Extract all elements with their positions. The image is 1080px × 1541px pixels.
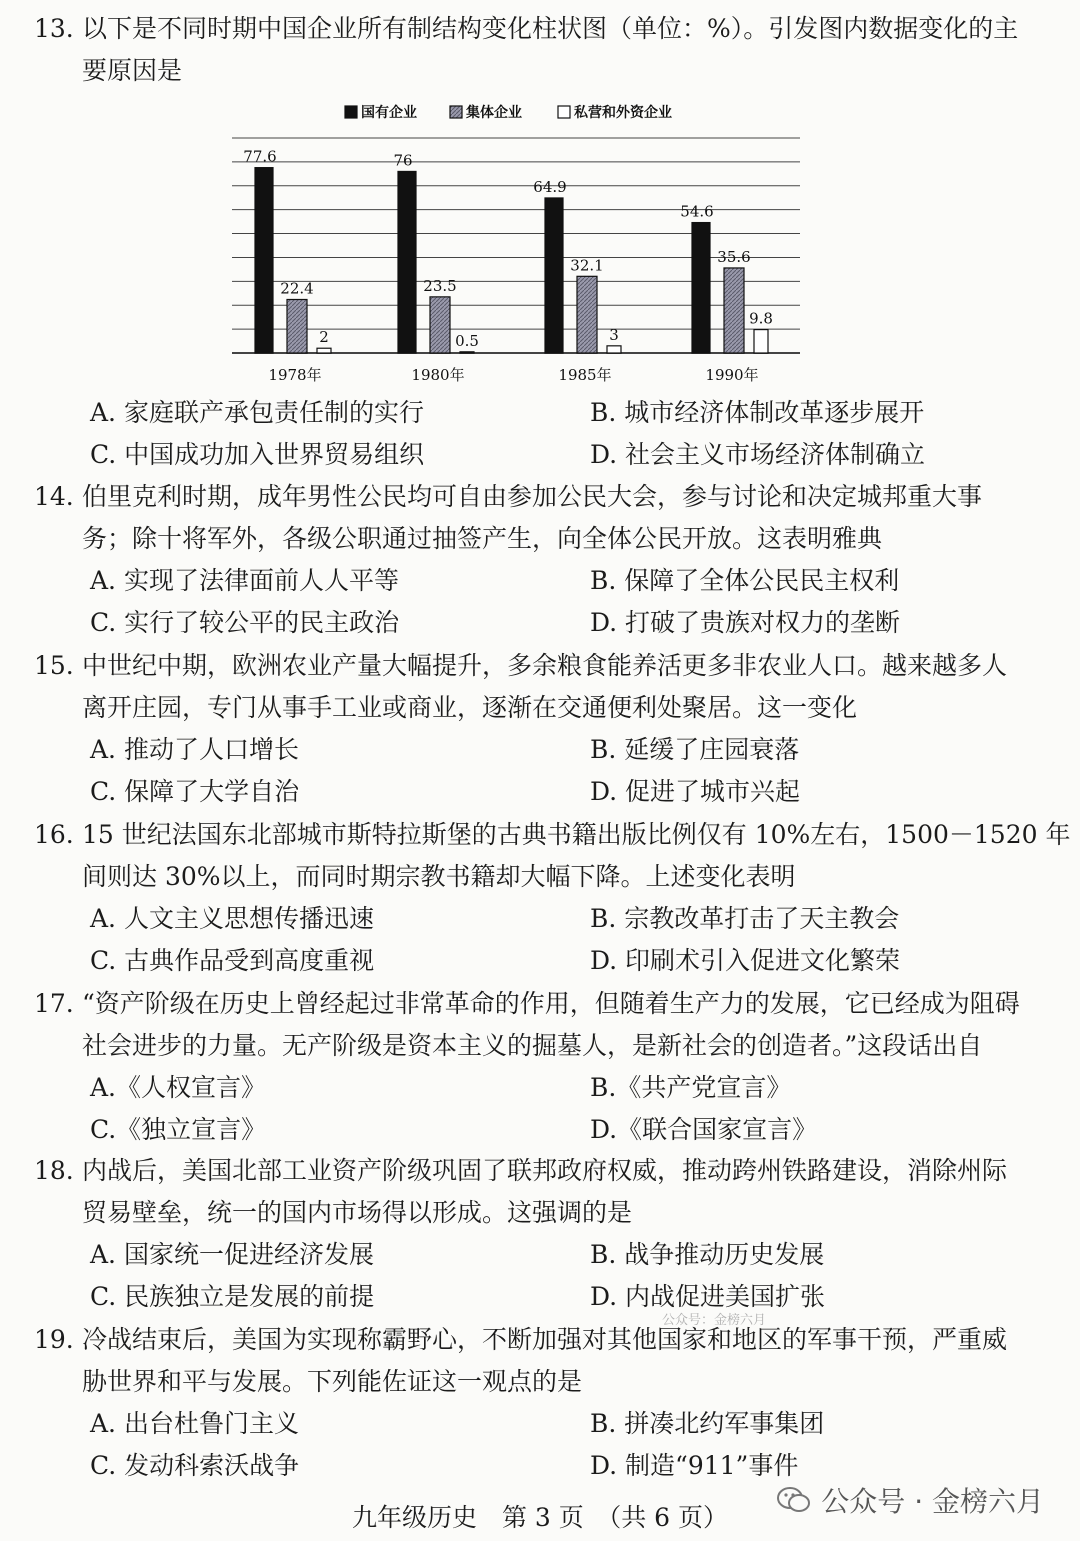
question-stem-cont: 间则达 30%以上，而同时期宗教书籍却大幅下降。上述变化表明 [82, 862, 796, 891]
x-tick-label: 1978年 [268, 366, 322, 384]
question-19 [34, 1319, 1034, 1487]
option-a[interactable]: A. 推动了人口增长 [90, 735, 299, 764]
question-stem: 内战后，美国北部工业资产阶级巩固了联邦政府权威，推动跨州铁路建设，消除州际 [82, 1156, 1008, 1185]
question-16 [34, 814, 1071, 982]
legend-swatch [450, 106, 462, 118]
account-watermark [777, 1480, 1044, 1520]
bar-value-label: 35.6 [717, 247, 751, 266]
question-stem: 中世纪中期，欧洲农业产量大幅提升，多余粮食能养活更多非农业人口。越来越多人 [82, 651, 1008, 680]
option-b[interactable]: B. 战争推动历史发展 [590, 1240, 825, 1269]
bar-value-label: 0.5 [455, 331, 479, 350]
x-tick-label: 1985年 [558, 366, 612, 384]
question-number: 19. [34, 1325, 74, 1354]
bar-value-label: 9.8 [749, 309, 773, 328]
bar [287, 299, 307, 353]
question-15 [34, 645, 1034, 813]
option-c[interactable]: C.《独立宣言》 [90, 1115, 267, 1144]
question-stem-cont: 离开庄园，专门从事手工业或商业，逐渐在交通便利处聚居。这一变化 [82, 693, 858, 722]
bar [255, 168, 273, 353]
option-a[interactable]: A.《人权宣言》 [90, 1073, 267, 1102]
option-d[interactable]: D. 内战促进美国扩张 [590, 1282, 826, 1311]
option-d[interactable]: D. 打破了贵族对权力的垄断 [590, 608, 901, 637]
option-c[interactable]: C. 实行了较公平的民主政治 [90, 608, 400, 637]
chart-legend [345, 104, 672, 121]
legend-label: 集体企业 [466, 105, 522, 121]
option-b[interactable]: B.《共产党宣言》 [590, 1073, 792, 1102]
bar-value-label: 77.6 [243, 147, 277, 166]
chart-x-labels [268, 366, 758, 384]
question-stem-cont: 胁世界和平与发展。下列能佐证这一观点的是 [82, 1367, 583, 1396]
option-c[interactable]: C. 民族独立是发展的前提 [90, 1282, 375, 1311]
bar [430, 297, 450, 353]
option-a[interactable]: A. 国家统一促进经济发展 [90, 1240, 374, 1269]
watermark-text: 公众号 · 金榜六月 [821, 1485, 1044, 1518]
bar [460, 352, 474, 353]
wechat-icon [777, 1486, 811, 1514]
chart-gridlines [232, 138, 800, 353]
bar-value-label: 76 [393, 151, 413, 170]
option-b[interactable]: B. 城市经济体制改革逐步展开 [590, 398, 925, 427]
question-number: 16. [34, 820, 74, 849]
x-tick-label: 1990年 [705, 366, 759, 384]
options-13 [34, 392, 1034, 476]
option-d[interactable]: D.《联合国家宣言》 [590, 1115, 818, 1144]
question-stem: “资产阶级在历史上曾经起过非常革命的作用，但随着生产力的发展，它已经成为阻碍 [82, 989, 1020, 1018]
option-a[interactable]: A. 实现了法律面前人人平等 [90, 566, 399, 595]
bar-value-label: 22.4 [280, 279, 314, 298]
legend-label: 国有企业 [361, 105, 417, 121]
chart-bars [243, 148, 773, 353]
ownership-bar-chart [220, 98, 820, 388]
question-14 [34, 476, 1034, 644]
question-number: 18. [34, 1156, 74, 1185]
bar-value-label: 2 [319, 328, 329, 347]
bar [724, 268, 744, 353]
option-d[interactable]: D. 印刷术引入促进文化繁荣 [590, 946, 901, 975]
x-tick-label: 1980年 [411, 366, 465, 384]
bar [754, 330, 768, 353]
option-c[interactable]: C. 保障了大学自治 [90, 777, 300, 806]
question-stem-cont: 要原因是 [82, 56, 183, 85]
option-a[interactable]: A. 家庭联产承包责任制的实行 [90, 398, 424, 427]
option-b[interactable]: B. 宗教改革打击了天主教会 [590, 904, 900, 933]
question-number: 17. [34, 989, 74, 1018]
question-stem: 以下是不同时期中国企业所有制结构变化柱状图（单位：%）。引发图内数据变化的主 [82, 14, 1019, 43]
legend-label: 私营和外资企业 [574, 105, 672, 121]
question-stem: 冷战结束后，美国为实现称霸野心，不断加强对其他国家和地区的军事干预，严重威 [82, 1325, 1008, 1354]
question-18 [34, 1150, 1034, 1318]
question-17 [34, 983, 1034, 1151]
bar-value-label: 54.6 [680, 202, 714, 221]
option-a[interactable]: A. 出台杜鲁门主义 [90, 1409, 299, 1438]
question-number: 14. [34, 482, 74, 511]
option-a[interactable]: A. 人文主义思想传播迅速 [90, 904, 374, 933]
bar-value-label: 3 [609, 325, 619, 344]
bar [607, 346, 621, 353]
bar-value-label: 64.9 [533, 177, 567, 196]
question-stem-cont: 社会进步的力量。无产阶级是资本主义的掘墓人，是新社会的创造者。”这段话出自 [82, 1031, 983, 1060]
bar [317, 348, 331, 353]
option-c[interactable]: C. 发动科索沃战争 [90, 1451, 300, 1480]
question-stem-cont: 贸易壁垒，统一的国内市场得以形成。这强调的是 [82, 1198, 633, 1227]
question-stem-cont: 务；除十将军外，各级公职通过抽签产生，向全体公民开放。这表明雅典 [82, 524, 883, 553]
bar-value-label: 23.5 [423, 276, 457, 295]
bar [577, 276, 597, 353]
option-b[interactable]: B. 延缓了庄园衰落 [590, 735, 800, 764]
bar [545, 198, 563, 353]
legend-swatch [345, 106, 357, 118]
question-number: 13. [34, 14, 74, 43]
question-stem: 伯里克利时期，成年男性公民均可自由参加公民大会，参与讨论和决定城邦重大事 [82, 482, 983, 511]
question-number: 15. [34, 651, 74, 680]
option-d[interactable]: D. 制造“911”事件 [590, 1451, 799, 1480]
question-13 [34, 8, 1034, 92]
faint-watermark: 公众号：金榜六月 [662, 1313, 767, 1328]
legend-swatch [558, 106, 570, 118]
option-b[interactable]: B. 拼凑北约军事集团 [590, 1409, 825, 1438]
bar [692, 223, 710, 353]
bar-value-label: 32.1 [570, 256, 604, 275]
page-footer: 九年级历史 第 3 页 （共 6 页） [351, 1503, 729, 1532]
option-d[interactable]: D. 促进了城市兴起 [590, 777, 801, 806]
bar [398, 171, 416, 353]
question-stem: 15 世纪法国东北部城市斯特拉斯堡的古典书籍出版比例仅有 10%左右，1500－1520 年 [82, 820, 1071, 849]
option-c[interactable]: C. 中国成功加入世界贸易组织 [90, 440, 425, 469]
option-c[interactable]: C. 古典作品受到高度重视 [90, 946, 375, 975]
option-d[interactable]: D. 社会主义市场经济体制确立 [590, 440, 926, 469]
option-b[interactable]: B. 保障了全体公民民主权利 [590, 566, 900, 595]
